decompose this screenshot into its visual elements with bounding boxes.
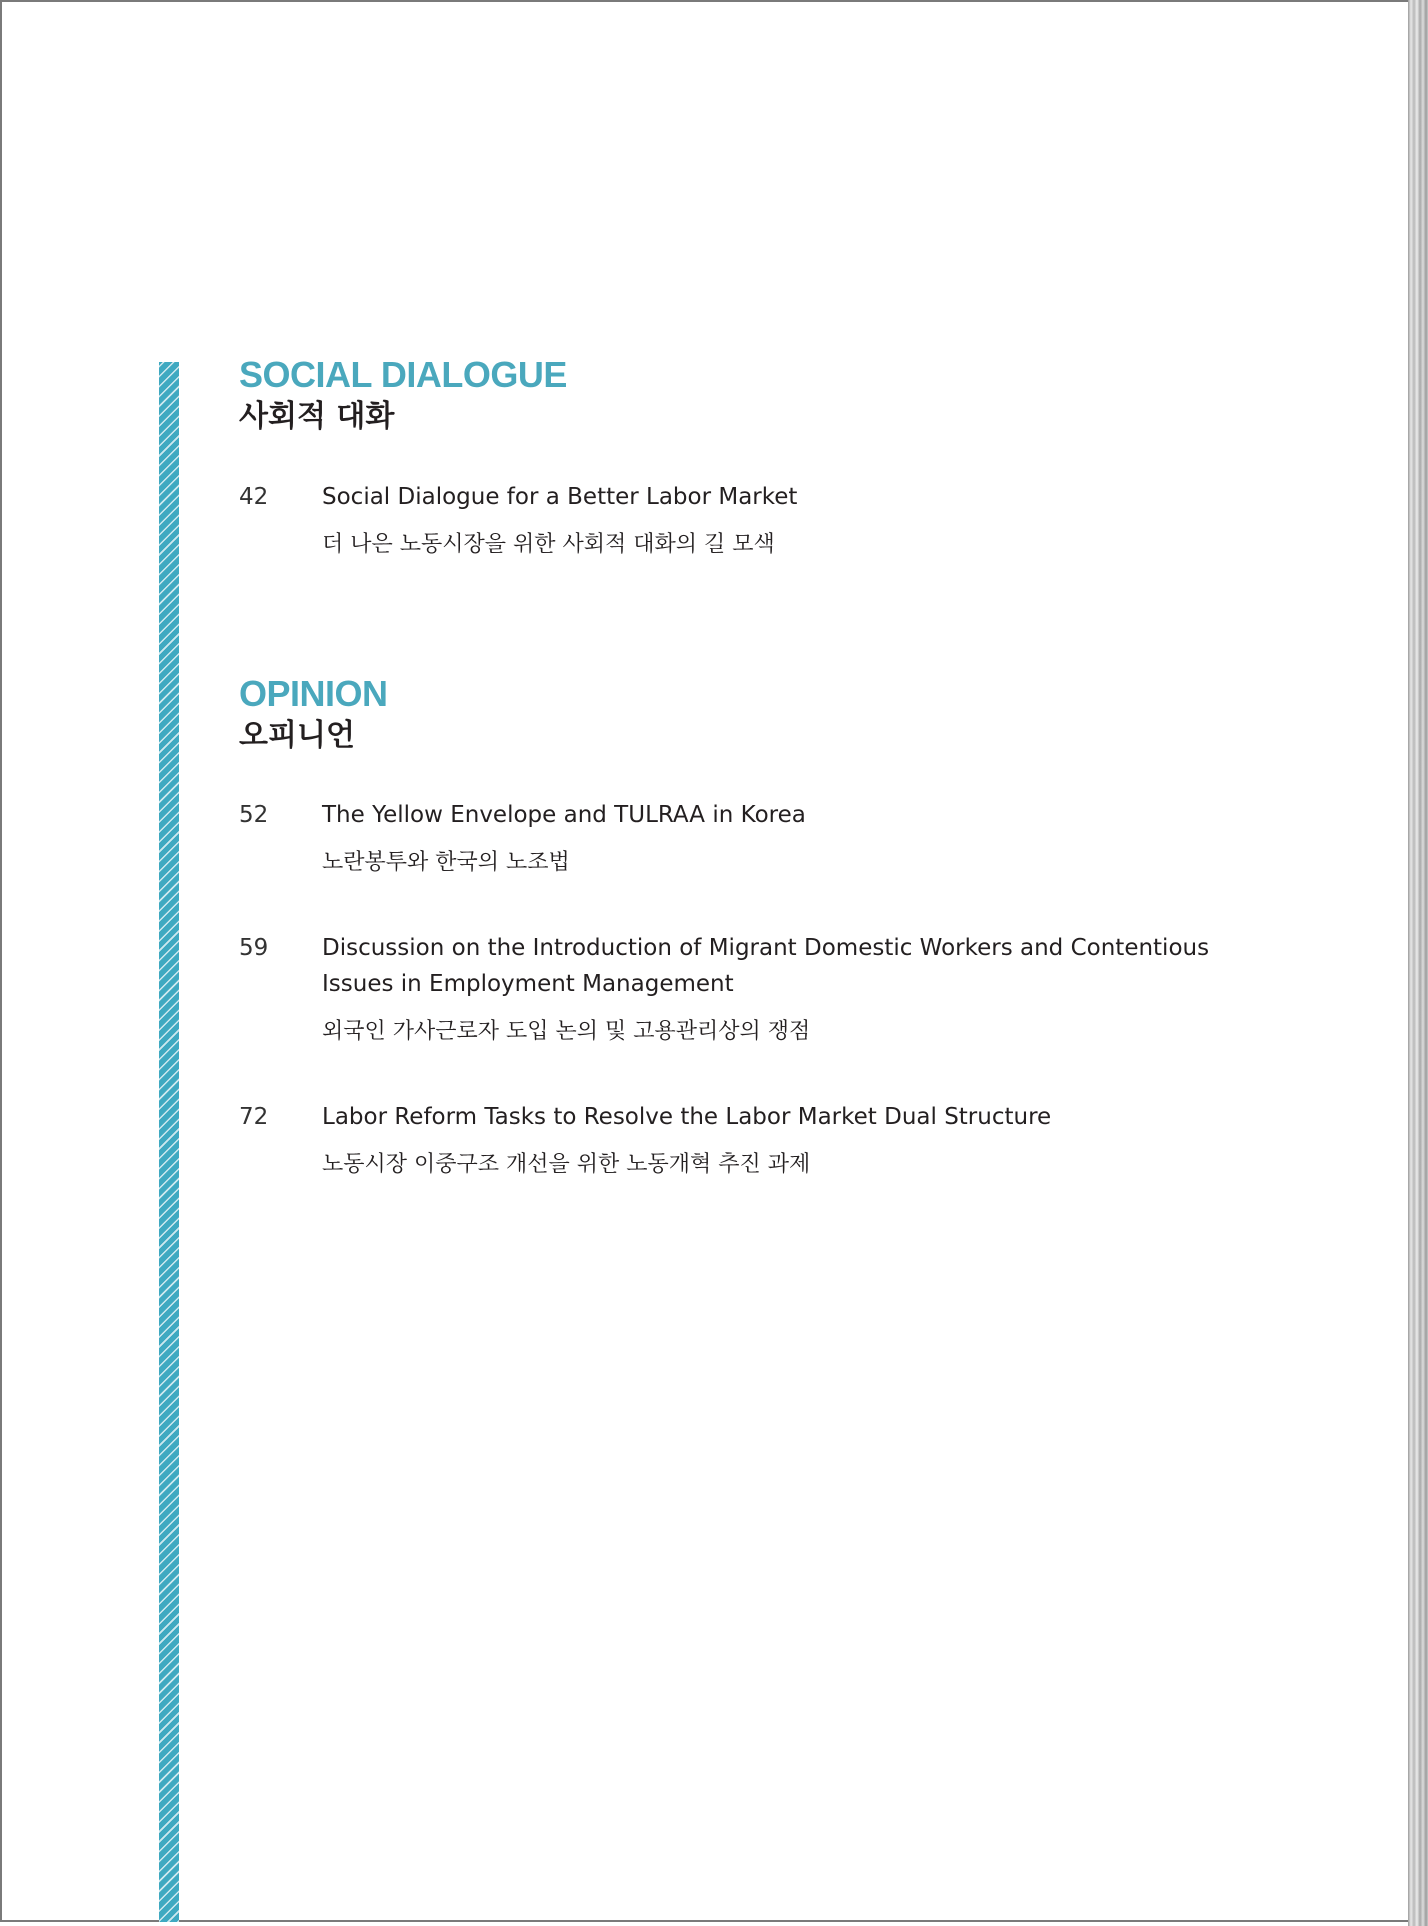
page-number: 72 bbox=[239, 1104, 269, 1130]
toc-entry[interactable] bbox=[239, 797, 1259, 881]
section-header-opinion bbox=[239, 674, 1259, 756]
section-header-social-dialogue bbox=[239, 355, 1259, 437]
toc-entry[interactable] bbox=[239, 1099, 1259, 1183]
section-title-en: OPINION bbox=[239, 673, 388, 714]
entry-title-en: Labor Reform Tasks to Resolve the Labor Market Dual Structure bbox=[322, 1104, 1052, 1130]
page-number: 59 bbox=[239, 935, 269, 961]
entry-title-en: Social Dialogue for a Better Labor Market bbox=[322, 484, 798, 510]
entry-title-ko: 더 나은 노동시장을 위한 사회적 대화의 길 모색 bbox=[322, 532, 775, 557]
entry-body bbox=[322, 930, 1259, 1050]
entry-body bbox=[322, 1099, 1259, 1183]
entry-title-en: Discussion on the Introduction of Migrant Domestic Workers and Contentious Issues in Employment Management bbox=[322, 935, 1210, 997]
entry-title-ko: 노동시장 이중구조 개선을 위한 노동개혁 추진 과제 bbox=[322, 1152, 811, 1177]
page-number: 52 bbox=[239, 802, 269, 828]
toc-entry[interactable] bbox=[239, 479, 1259, 563]
entry-title-en: The Yellow Envelope and TULRAA in Korea bbox=[322, 802, 806, 828]
entry-body bbox=[322, 797, 1259, 881]
entry-title-ko: 외국인 가사근로자 도입 논의 및 고용관리상의 쟁점 bbox=[322, 1019, 811, 1044]
accent-stripe-bar bbox=[159, 362, 179, 1922]
page-stack-edge bbox=[1408, 0, 1428, 1926]
section-title-ko: 오피니언 bbox=[239, 718, 355, 753]
entry-body bbox=[322, 479, 1259, 563]
page-number: 42 bbox=[239, 484, 269, 510]
section-title-en: SOCIAL DIALOGUE bbox=[239, 354, 567, 395]
section-title-ko: 사회적 대화 bbox=[239, 399, 395, 434]
entry-title-ko: 노란봉투와 한국의 노조법 bbox=[322, 850, 570, 875]
toc-entry[interactable] bbox=[239, 930, 1259, 1050]
